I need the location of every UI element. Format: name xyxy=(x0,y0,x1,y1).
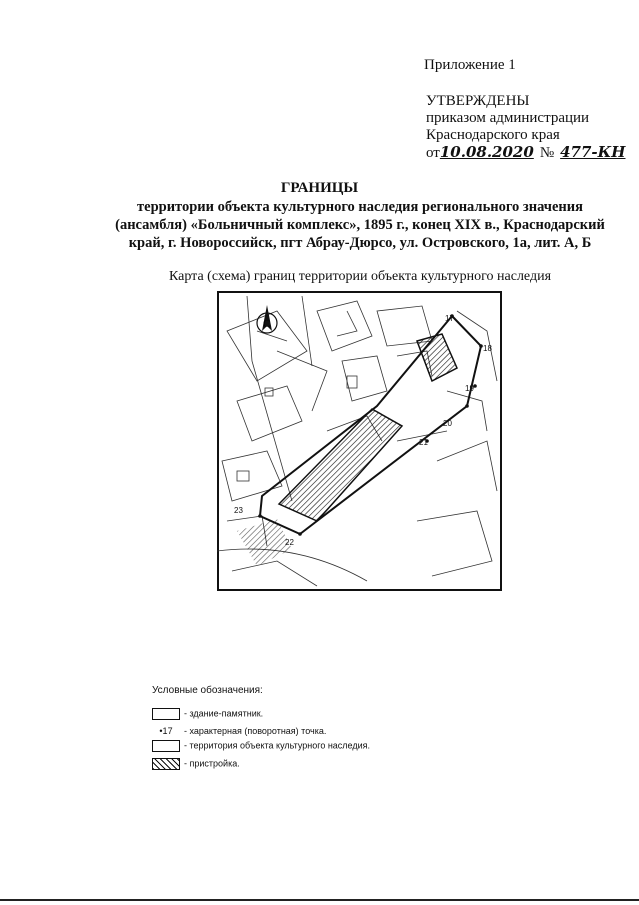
boundary-map xyxy=(217,291,502,591)
point-sample: •17 xyxy=(159,726,173,736)
point-label-19: 19 xyxy=(465,384,474,393)
legend-label-annex: - пристройка. xyxy=(184,758,240,769)
approved-label: УТВЕРЖДЕНЫ xyxy=(426,93,530,109)
point-label-22: 22 xyxy=(285,538,294,547)
legend-title: Условные обозначения: xyxy=(152,685,263,696)
legend-monument xyxy=(152,708,263,720)
point-label-23: 23 xyxy=(234,506,243,515)
point-label-17: 17 xyxy=(445,314,454,323)
order-line-1: приказом администрации xyxy=(426,110,590,126)
date-prefix: от xyxy=(426,145,440,161)
monument-swatch xyxy=(152,708,180,720)
handwritten-date: 10.08.2020 xyxy=(439,143,534,161)
order-date-line xyxy=(426,144,625,162)
legend-label-monument: - здание-памятник. xyxy=(184,708,264,719)
document-title: ГРАНИЦЫ xyxy=(280,180,359,196)
point-23 xyxy=(258,514,262,518)
north-label: С xyxy=(263,318,271,330)
order-line-2: Краснодарского края xyxy=(426,127,560,143)
point-label-21: 21 xyxy=(419,438,428,447)
legend-annex xyxy=(152,758,240,770)
appendix-number: Приложение 1 xyxy=(424,57,516,73)
point-label-20: 20 xyxy=(443,419,452,428)
legend-point xyxy=(152,726,326,736)
number-prefix: № xyxy=(539,145,555,161)
point-22 xyxy=(298,532,302,536)
approval-block xyxy=(426,93,625,162)
scan-edge-line xyxy=(0,899,639,901)
legend-territory xyxy=(152,740,370,752)
document-subtitle: территории объекта культурного наследия регионального значения (ансамбля) «Больничный комплекс», 1895 г., конец XIX в., Краснодарский край, г. Новороссийск, пгт Абрау-Дюрсо, ул. Островского, 1а, лит. А, Б xyxy=(115,199,605,251)
point-label-18: 18 xyxy=(483,344,492,353)
legend-label-point: - характерная (поворотная) точка. xyxy=(184,726,327,736)
handwritten-number: 477-КН xyxy=(560,143,626,161)
territory-swatch xyxy=(152,740,180,752)
legend-label-territory: - территория объекта культурного наследия. xyxy=(184,740,371,751)
map-caption: Карта (схема) границ территории объекта культурного наследия xyxy=(168,269,552,284)
annex-swatch xyxy=(152,758,180,770)
point-20 xyxy=(465,404,469,408)
